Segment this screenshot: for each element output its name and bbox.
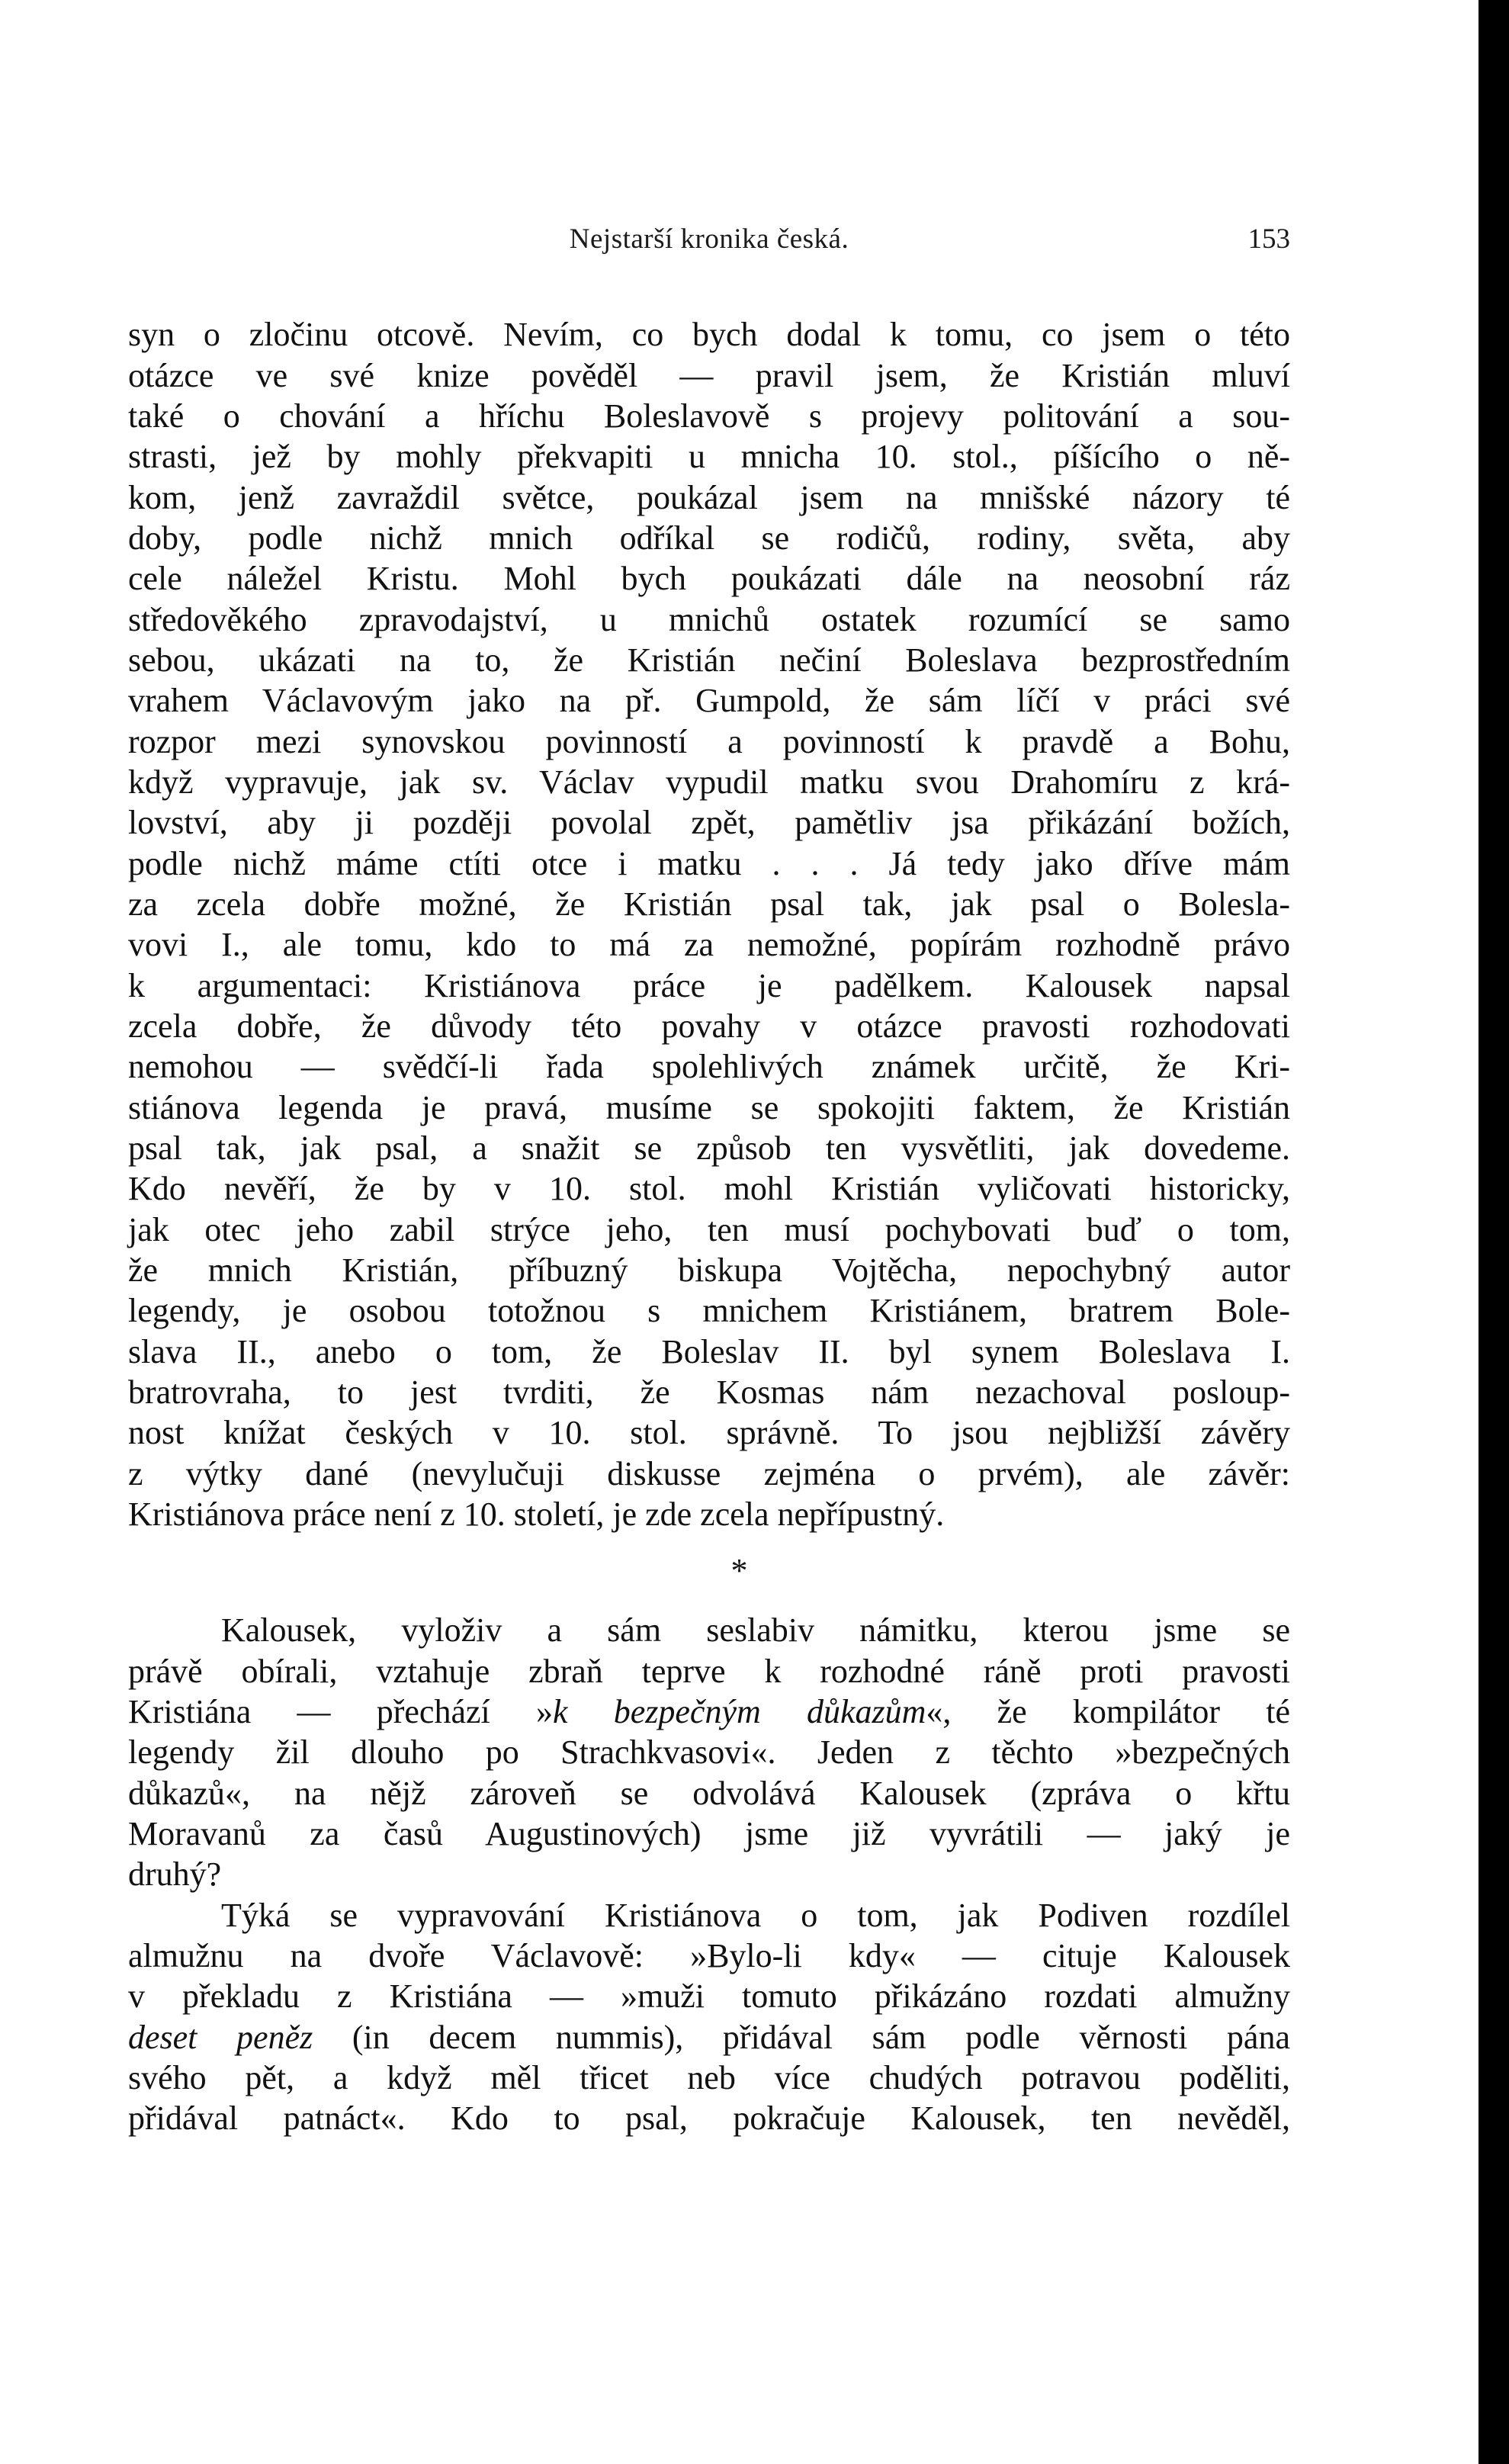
text-line: strasti, jež by mohly překvapiti u mnicha 10. stol., píšícího o ně- [128, 438, 1290, 475]
page-number: 153 [1247, 223, 1290, 255]
text-line: cele náležel Kristu. Mohl bych poukázati dále na neosobní ráz [128, 560, 1290, 597]
paragraph-line: almužnu na dvoře Václavově: »Bylo-li kdy« — cituje Kalousek [128, 1937, 1290, 1974]
text-line: že mnich Kristián, příbuzný biskupa Vojtěcha, nepochybný autor [128, 1251, 1290, 1289]
paragraph-line: přidával patnáct«. Kdo to psal, pokračuje Kalousek, ten nevěděl, [128, 2099, 1290, 2137]
emphasis-span: k bezpečným důkazům [552, 1693, 926, 1730]
text-line: slava II., anebo o tom, že Boleslav II. byl synem Boleslava I. [128, 1333, 1290, 1370]
paragraph-line: v překladu z Kristiána — »muži tomuto přikázáno rozdati almužny [128, 1977, 1290, 2015]
text-line: otázce ve své knize pověděl — pravil jsem, že Kristián mluví [128, 357, 1290, 394]
running-header [128, 223, 1290, 268]
text-line: za zcela dobře možné, že Kristián psal tak, jak psal o Bolesla- [128, 885, 1290, 923]
text-span: (in decem nummis), přidával sám podle věrnosti pána [313, 2019, 1290, 2056]
text-line: středověkého zpravodajství, u mnichů ostatek rozumící se samo [128, 601, 1290, 638]
paragraph-line: Kalousek, vyloživ a sám seslabiv námitku, kterou jsme se [221, 1611, 1290, 1649]
text-line: nost knížat českých v 10. stol. správně. To jsou nejbližší závěry [128, 1414, 1290, 1451]
text-line: jak otec jeho zabil strýce jeho, ten musí pochybovati buď o tom, [128, 1211, 1290, 1248]
text-line: vovi I., ale tomu, kdo to má za nemožné, popírám rozhodně právo [128, 926, 1290, 963]
paragraph-line: druhý? [128, 1855, 222, 1893]
text-line: bratrovraha, to jest tvrditi, že Kosmas nám nezachoval posloup- [128, 1373, 1290, 1411]
text-line: z výtky dané (nevylučuji diskusse zejména o prvém), ale závěr: [128, 1455, 1290, 1492]
running-title: Nejstarší kronika česká. [569, 223, 849, 255]
text-line: syn o zločinu otcově. Nevím, co bych dodal k tomu, co jsem o této [128, 316, 1290, 353]
paragraph-line: Moravanů za časů Augustinových) jsme již vyvrátili — jaký je [128, 1815, 1290, 1852]
text-line: sebou, ukázati na to, že Kristián nečiní Boleslava bezprostředním [128, 641, 1290, 679]
emphasis-span: deset peněz [128, 2019, 313, 2056]
paragraph-line: Týká se vypravování Kristiánova o tom, jak Podiven rozdílel [221, 1897, 1290, 1934]
text-line: doby, podle nichž mnich odříkal se rodičů, rodiny, světa, aby [128, 519, 1290, 557]
text-line: psal tak, jak psal, a snažit se způsob ten vysvětliti, jak dovedeme. [128, 1129, 1290, 1167]
paragraph-line [128, 1691, 1290, 1733]
text-line: lovství, aby ji později povolal zpět, pamětliv jsa přikázání božích, [128, 804, 1290, 841]
paragraph-line: legendy žil dlouho po Strachkvasovi«. Jeden z těchto »bezpečných [128, 1733, 1290, 1771]
paragraph-line [128, 2017, 1290, 2058]
text-line: zcela dobře, že důvody této povahy v otázce pravosti rozhodovati [128, 1007, 1290, 1045]
paragraph-line: právě obírali, vztahuje zbraň teprve k rozhodné ráně proti pravosti [128, 1653, 1290, 1690]
text-line: legendy, je osobou totožnou s mnichem Kristiánem, bratrem Bole- [128, 1292, 1290, 1329]
text-line: k argumentaci: Kristiánova práce je padělkem. Kalousek napsal [128, 967, 1290, 1004]
paragraph-line: svého pět, a když měl třicet neb více chudých potravou poděliti, [128, 2059, 1290, 2096]
text-line: kom, jenž zavraždil světce, poukázal jsem na mnišské názory té [128, 479, 1290, 516]
text-line: vrahem Václavovým jako na př. Gumpold, že sám líčí v práci své [128, 682, 1290, 719]
paragraph-line: důkazů«, na nějž zároveň se odvolává Kalousek (zpráva o křtu [128, 1775, 1290, 1812]
text-line: stiánova legenda je pravá, musíme se spokojiti faktem, že Kristián [128, 1089, 1290, 1126]
text-span: Kristiána — přechází » [128, 1693, 553, 1730]
text-line: Kdo nevěří, že by v 10. stol. mohl Kristián vyličovati historicky, [128, 1170, 1290, 1207]
section-separator: * [730, 1552, 748, 1589]
text-line: rozpor mezi synovskou povinností a povinností k pravdě a Bohu, [128, 723, 1290, 760]
text-line: podle nichž máme ctíti otce i matku . . . Já tedy jako dříve mám [128, 845, 1290, 882]
text-span: «, že kompilátor té [926, 1693, 1290, 1730]
text-line: Kristiánova práce není z 10. století, je zde zcela nepřípustný. [128, 1495, 945, 1533]
text-line: nemohou — svědčí-li řada spolehlivých známek určitě, že Kri- [128, 1048, 1290, 1085]
text-line: když vypravuje, jak sv. Václav vypudil matku svou Drahomíru z krá- [128, 763, 1290, 801]
text-line: také o chování a hříchu Boleslavově s projevy politování a sou- [128, 397, 1290, 435]
